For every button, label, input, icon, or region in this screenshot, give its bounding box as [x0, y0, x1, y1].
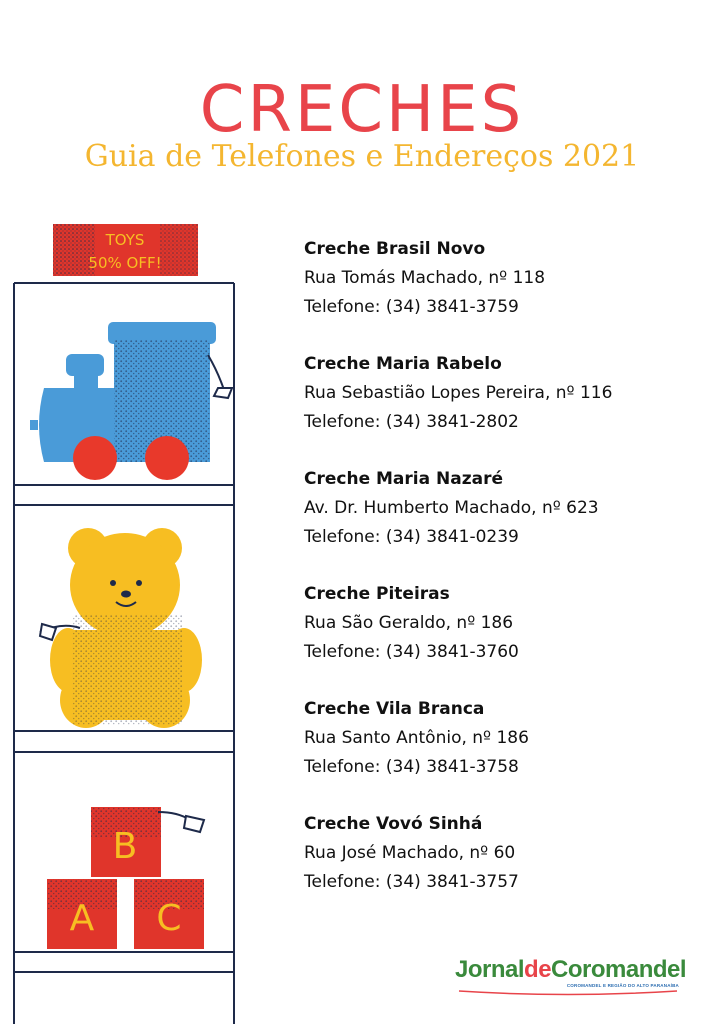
- creche-entry: [304, 351, 704, 466]
- creche-entry: [304, 581, 704, 696]
- creche-phone: Telefone: (34) 3841-3759: [304, 297, 519, 317]
- block-letter-c: C: [156, 898, 182, 939]
- sign-line-1: TOYS: [105, 231, 145, 249]
- creche-list: [304, 236, 704, 926]
- sign-line-2: 50% OFF!: [88, 254, 162, 272]
- creche-address: Rua José Machado, nº 60: [304, 843, 516, 863]
- creche-phone: Telefone: (34) 3841-2802: [304, 412, 519, 432]
- logo-part-jornal: Jornal: [455, 956, 525, 983]
- creche-name: Creche Vovó Sinhá: [304, 814, 483, 834]
- creche-name: Creche Maria Rabelo: [304, 354, 502, 374]
- page-title: CRECHES: [199, 73, 525, 147]
- jornal-logo: [455, 958, 695, 998]
- creche-entry: [304, 466, 704, 581]
- toys-sale-sign: [53, 224, 198, 276]
- creche-entry: [304, 236, 704, 351]
- creche-name: Creche Piteiras: [304, 584, 450, 604]
- creche-address: Rua Sebastião Lopes Pereira, nº 116: [304, 383, 613, 403]
- logo-swoosh-icon: [455, 989, 681, 997]
- creche-address: Rua São Geraldo, nº 186: [304, 613, 514, 633]
- creche-phone: Telefone: (34) 3841-3760: [304, 642, 519, 662]
- logo-part-de: de: [524, 956, 552, 983]
- creche-address: Av. Dr. Humberto Machado, nº 623: [304, 498, 599, 518]
- block-letter-a: A: [69, 898, 95, 939]
- teddy-bear-icon: [40, 528, 202, 728]
- creche-address: Rua Tomás Machado, nº 118: [304, 268, 546, 288]
- creche-entry: [304, 696, 704, 811]
- shelf-illustration: [0, 0, 300, 1024]
- toy-train-icon: [30, 322, 232, 480]
- creche-phone: Telefone: (34) 3841-0239: [304, 527, 519, 547]
- creche-name: Creche Maria Nazaré: [304, 469, 503, 489]
- creche-address: Rua Santo Antônio, nº 186: [304, 728, 529, 748]
- creche-phone: Telefone: (34) 3841-3758: [304, 757, 519, 777]
- creche-name: Creche Vila Branca: [304, 699, 485, 719]
- creche-name: Creche Brasil Novo: [304, 239, 486, 259]
- creche-phone: Telefone: (34) 3841-3757: [304, 872, 519, 892]
- logo-wordmark: [455, 958, 695, 982]
- logo-part-coromandel: Coromandel: [551, 956, 687, 983]
- page-subtitle: Guia de Telefones e Endereços 2021: [84, 139, 640, 174]
- block-letter-b: B: [112, 826, 138, 867]
- logo-tagline: COROMANDEL E REGIÃO DO ALTO PARANAÍBA: [566, 983, 679, 988]
- creche-entry: [304, 811, 704, 926]
- abc-blocks-icon: [47, 807, 204, 949]
